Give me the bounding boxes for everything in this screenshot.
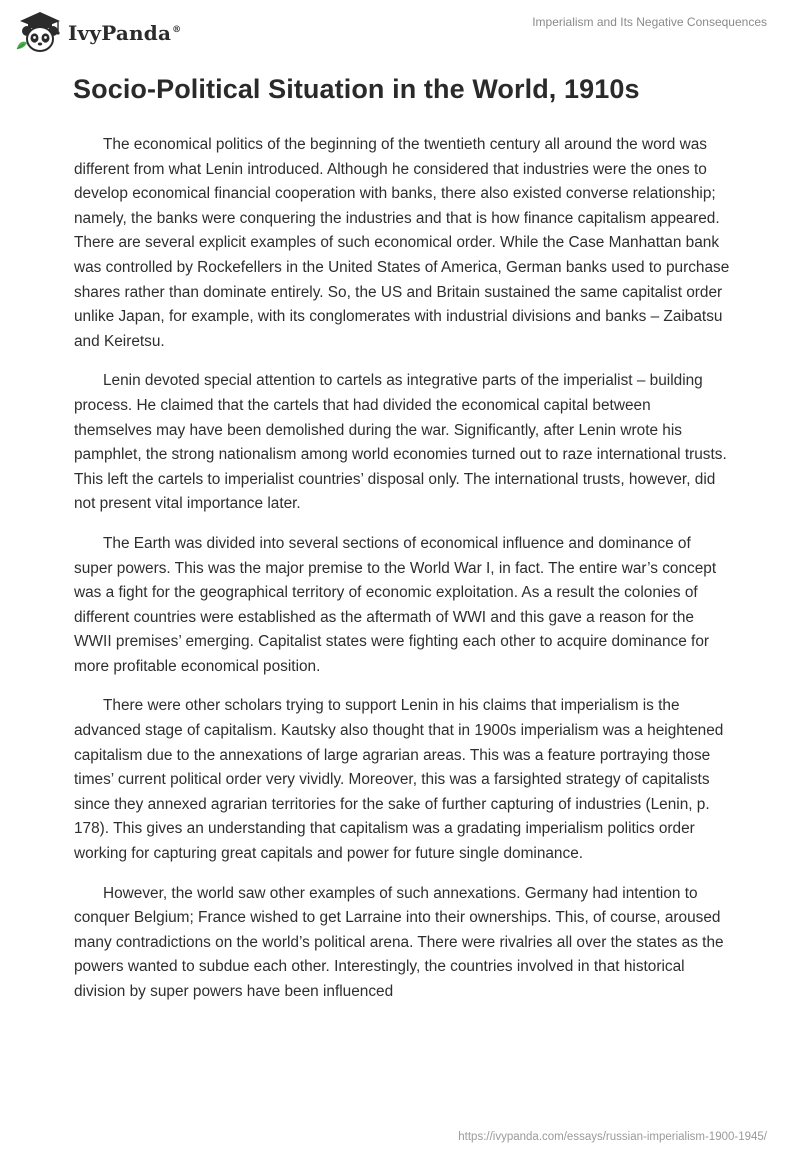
body-paragraph: However, the world saw other examples of such annexations. Germany had intention to conquer Belgium; France wished to get Larraine into their ownerships. This, of course, aroused many contradictions on the world’s political arena. There were rivalries all over the states as the powers wanted to subdue each other. Interestingly, the countries involved in that historical division by super powers have been influenced [74,884,724,1000]
brand-name: IvyPanda® [68,21,182,45]
panda-graduate-icon [14,8,64,54]
body-paragraph: The economical politics of the beginning of the twentieth century all around the word was different from what Lenin introduced. Although he considered that industries were the ones to develop economical financial cooperation with banks, there also existed converse relationship; namely, the banks were conquering the industries and that is how finance capitalism appeared. There are several explicit examples of such economical order. While the Case Manhattan bank was controlled by Rockefellers in the United States of America, German banks used to purchase shares rather than dominate entirely. So, the US and Britain sustained the same capitalist order unlike Japan, for example, with its conglomerates with industrial divisions and banks – Zaibatsu and Keiretsu. [74,136,730,350]
source-url-link[interactable]: https://ivypanda.com/essays/russian-imperialism-1900-1945/ [458,1131,767,1143]
section-heading: Socio-Political Situation in the World, 1910s [73,74,640,104]
body-paragraph: The Earth was divided into several sections of economical influence and dominance of super powers. This was the major premise to the World War I, in fact. The entire war’s concept was a fight for the geographical territory of economic exploitation. As a result the colonies of different countries were established as the aftermath of WWI and this gave a reason for the WWII premises’ emerging. Capitalist states were fighting each other to acquire dominance for more profitable economical position. [74,534,717,675]
ivypanda-logo[interactable] [14,8,181,54]
body-paragraph: Lenin devoted special attention to cartels as integrative parts of the imperialist – building process. He claimed that the cartels that had divided the economical capital between themselves may have been demolished during the war. Significantly, after Lenin wrote his pamphlet, the strong nationalism among world economies turned out to raze international trusts. This left the cartels to imperialist countries’ disposal only. The international trusts, however, did not present vital importance later. [74,372,727,513]
page-header [0,0,800,60]
body-paragraph: There were other scholars trying to support Lenin in his claims that imperialism is the advanced stage of capitalism. Kautsky also thought that in 1900s imperialism was a heightened capitalism due to the annexations of large agrarian areas. This was a feature portraying those times’ current political order very vividly. Moreover, this was a farsighted strategy of capitalists since they annexed agrarian territories for the sake of further capturing of industries (Lenin, p. 178). This gives an understanding that capitalism was a gradating imperialism politics order working for capturing great capitals and power for future single dominance. [74,697,724,863]
document-title: Imperialism and Its Negative Consequences [532,15,767,29]
essay-body [74,133,730,1020]
registered-mark: ® [172,25,182,36]
